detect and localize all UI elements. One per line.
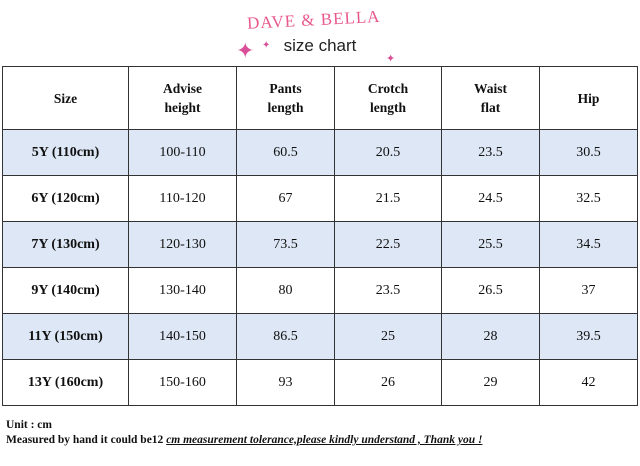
measurement-note-prefix: Measured by hand it could be12 (6, 434, 167, 446)
height-cell: 100-110 (129, 130, 237, 176)
table-row (3, 222, 638, 268)
size-cell: 11Y (150cm) (3, 314, 129, 360)
sparkle-icon: ✦ (386, 53, 396, 65)
height-cell: 140-150 (129, 314, 237, 360)
pants-length-cell: 80 (237, 268, 335, 314)
pants-length-cell: 73.5 (237, 222, 335, 268)
measurement-note-tail: cm measurement tolerance,please kindly understand , Thank you ! (166, 434, 483, 446)
hip-cell: 32.5 (540, 176, 638, 222)
pants-length-cell: 86.5 (237, 314, 335, 360)
brand-header (0, 6, 640, 33)
table-row (3, 176, 638, 222)
column-header-label: Pants (269, 81, 302, 96)
waist-flat-cell: 23.5 (442, 130, 540, 176)
pants-length-cell: 60.5 (237, 130, 335, 176)
column-header-label: length (267, 100, 304, 115)
column-header-label: Size (53, 90, 78, 106)
crotch-length-cell: 22.5 (335, 222, 442, 268)
column-header-label: Waist (473, 81, 507, 96)
measurement-note (6, 433, 482, 448)
hip-cell: 30.5 (540, 130, 638, 176)
column-header-height (129, 67, 237, 130)
crotch-length-cell: 26 (335, 360, 442, 406)
notes (6, 418, 482, 448)
crotch-length-cell: 25 (335, 314, 442, 360)
pants-length-cell: 93 (237, 360, 335, 406)
hip-cell: 37 (540, 268, 638, 314)
hip-cell: 42 (540, 360, 638, 406)
table-row (3, 314, 638, 360)
title-row (0, 36, 640, 56)
height-cell: 120-130 (129, 222, 237, 268)
column-header-waist (442, 67, 540, 130)
column-header-hip (540, 67, 638, 130)
waist-flat-cell: 26.5 (442, 268, 540, 314)
pants-length-cell: 67 (237, 176, 335, 222)
column-header-size (3, 67, 129, 130)
size-cell: 7Y (130cm) (3, 222, 129, 268)
crotch-length-cell: 23.5 (335, 268, 442, 314)
hip-cell: 39.5 (540, 314, 638, 360)
column-header-crotch (335, 67, 442, 130)
sparkle-icon: ✦ (236, 38, 255, 63)
crotch-length-cell: 21.5 (335, 176, 442, 222)
sparkle-icon: ✦ (262, 40, 271, 51)
table-row (3, 130, 638, 176)
brand-name: DAVE & BELLA (246, 6, 382, 33)
page-title: size chart (283, 36, 357, 55)
column-header-label: flat (480, 100, 501, 115)
height-cell: 110-120 (129, 176, 237, 222)
table-row (3, 268, 638, 314)
size-cell: 5Y (110cm) (3, 130, 129, 176)
waist-flat-cell: 25.5 (442, 222, 540, 268)
size-cell: 6Y (120cm) (3, 176, 129, 222)
column-header-pants (237, 67, 335, 130)
column-header-label: Advise (162, 81, 202, 96)
column-header-label: length (369, 100, 406, 115)
waist-flat-cell: 24.5 (442, 176, 540, 222)
crotch-length-cell: 20.5 (335, 130, 442, 176)
hip-cell: 34.5 (540, 222, 638, 268)
waist-flat-cell: 29 (442, 360, 540, 406)
size-chart-table (2, 66, 638, 406)
column-header-label: Crotch (367, 81, 409, 96)
unit-note: Unit : cm (6, 419, 52, 431)
table-header-row (3, 67, 638, 130)
height-cell: 130-140 (129, 268, 237, 314)
size-cell: 13Y (160cm) (3, 360, 129, 406)
waist-flat-cell: 28 (442, 314, 540, 360)
column-header-label: Hip (577, 90, 600, 106)
table-row (3, 360, 638, 406)
size-cell: 9Y (140cm) (3, 268, 129, 314)
column-header-label: height (164, 100, 201, 115)
height-cell: 150-160 (129, 360, 237, 406)
